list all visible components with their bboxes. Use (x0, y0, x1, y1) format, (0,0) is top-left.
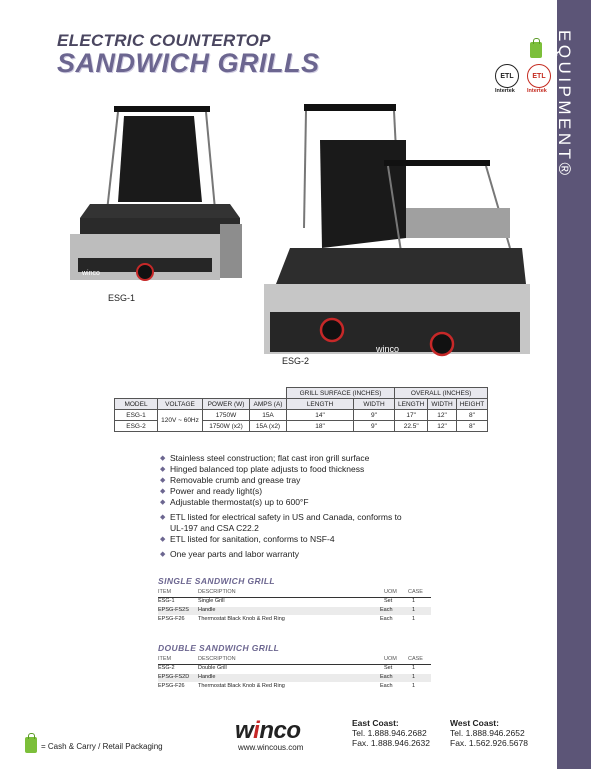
voltage-cell: 120V ~ 60Hz (158, 410, 203, 432)
table-row: EPSG-F26 Thermostat Black Knob & Red Ring Each 1 (158, 683, 416, 689)
svg-text:winco: winco (82, 270, 100, 277)
west-coast-contact: West Coast: Tel. 1.888.946.2652 Fax. 1.562.926.5678 (450, 718, 528, 748)
table-row: EPSG-F26 Thermostat Black Knob & Red Ring Each 1 (158, 616, 416, 622)
list-item: ◆ ETL listed for sanitation, conforms to NSF-4 (160, 534, 410, 545)
side-tab-label: EQUIPMENT® (555, 30, 574, 179)
single-section-title: SINGLE SANDWICH GRILL (158, 576, 276, 586)
feature-list (160, 453, 410, 560)
grill-surface-header: GRILL SURFACE (INCHES) (287, 388, 395, 399)
etl-safety-mark: ETL Intertek (527, 64, 551, 94)
east-coast-contact: East Coast: Tel. 1.888.946.2682 Fax. 1.888.946.2632 (352, 718, 430, 748)
brand-logo: winco (235, 717, 301, 744)
col-power: POWER (W) (203, 399, 250, 410)
list-item: ◆ ETL listed for electrical safety in US and Canada, conforms to UL-197 and CSA C22.2 (160, 512, 410, 534)
col-grill-length: LENGTH (287, 399, 354, 410)
col-voltage: VOLTAGE (158, 399, 203, 410)
table-row: ESG-1 120V ~ 60Hz 1750W 15A 14" 9" 17" 12" 8" (115, 410, 488, 421)
single-parts-table (158, 589, 431, 629)
list-item: ◆ One year parts and labor warranty (160, 549, 410, 560)
col-overall-length: LENGTH (395, 399, 428, 410)
double-grill-image (256, 98, 542, 384)
table-row: ESG-2 Double Grill Set 1 (158, 665, 416, 671)
single-grill-caption: ESG-1 (108, 293, 136, 303)
page-subtitle: ELECTRIC COUNTERTOP (57, 31, 271, 50)
col-overall-width: WIDTH (428, 399, 456, 410)
col-model: MODEL (115, 399, 158, 410)
table-header-row: ITEM DESCRIPTION UOM CASE (158, 589, 431, 598)
retail-bag-icon (530, 42, 542, 58)
etl-sanitation-mark: ETL Intertek (495, 64, 519, 94)
list-item: ◆ Stainless steel construction; flat cast iron grill surface (160, 453, 410, 464)
col-amps: AMPS (A) (250, 399, 287, 410)
website-link[interactable]: www.wincous.com (238, 743, 304, 752)
legend-text: = Cash & Carry / Retail Packaging (41, 742, 163, 751)
list-item: ◆ Power and ready light(s) (160, 486, 410, 497)
list-item: ◆ Removable crumb and grease tray (160, 475, 410, 486)
table-row: EPSG-FS2S Handle Each 1 (158, 607, 431, 615)
table-header-row: ITEM DESCRIPTION UOM CASE (158, 656, 431, 665)
retail-bag-icon (25, 737, 37, 753)
table-row: ESG-1 Single Grill Set 1 (158, 598, 416, 604)
table-row: EPSG-FS2D Handle Each 1 (158, 674, 431, 682)
table-row: ESG-2 1750W (x2) 15A (x2) 18" 9" 22.5" 12" 8" (115, 421, 488, 432)
col-overall-height: HEIGHT (456, 399, 488, 410)
spec-table (114, 387, 488, 432)
overall-header: OVERALL (INCHES) (395, 388, 488, 399)
double-section-title: DOUBLE SANDWICH GRILL (158, 643, 280, 653)
list-item: ◆ Adjustable thermostat(s) up to 600°F (160, 497, 410, 508)
list-item: ◆ Hinged balanced top plate adjusts to food thickness (160, 464, 410, 475)
svg-text:winco: winco (376, 344, 400, 354)
page-title: SANDWICH GRILLS (57, 48, 320, 78)
col-grill-width: WIDTH (354, 399, 395, 410)
double-parts-table (158, 656, 431, 696)
double-grill-caption: ESG-2 (282, 356, 310, 366)
single-grill-image (70, 100, 250, 300)
